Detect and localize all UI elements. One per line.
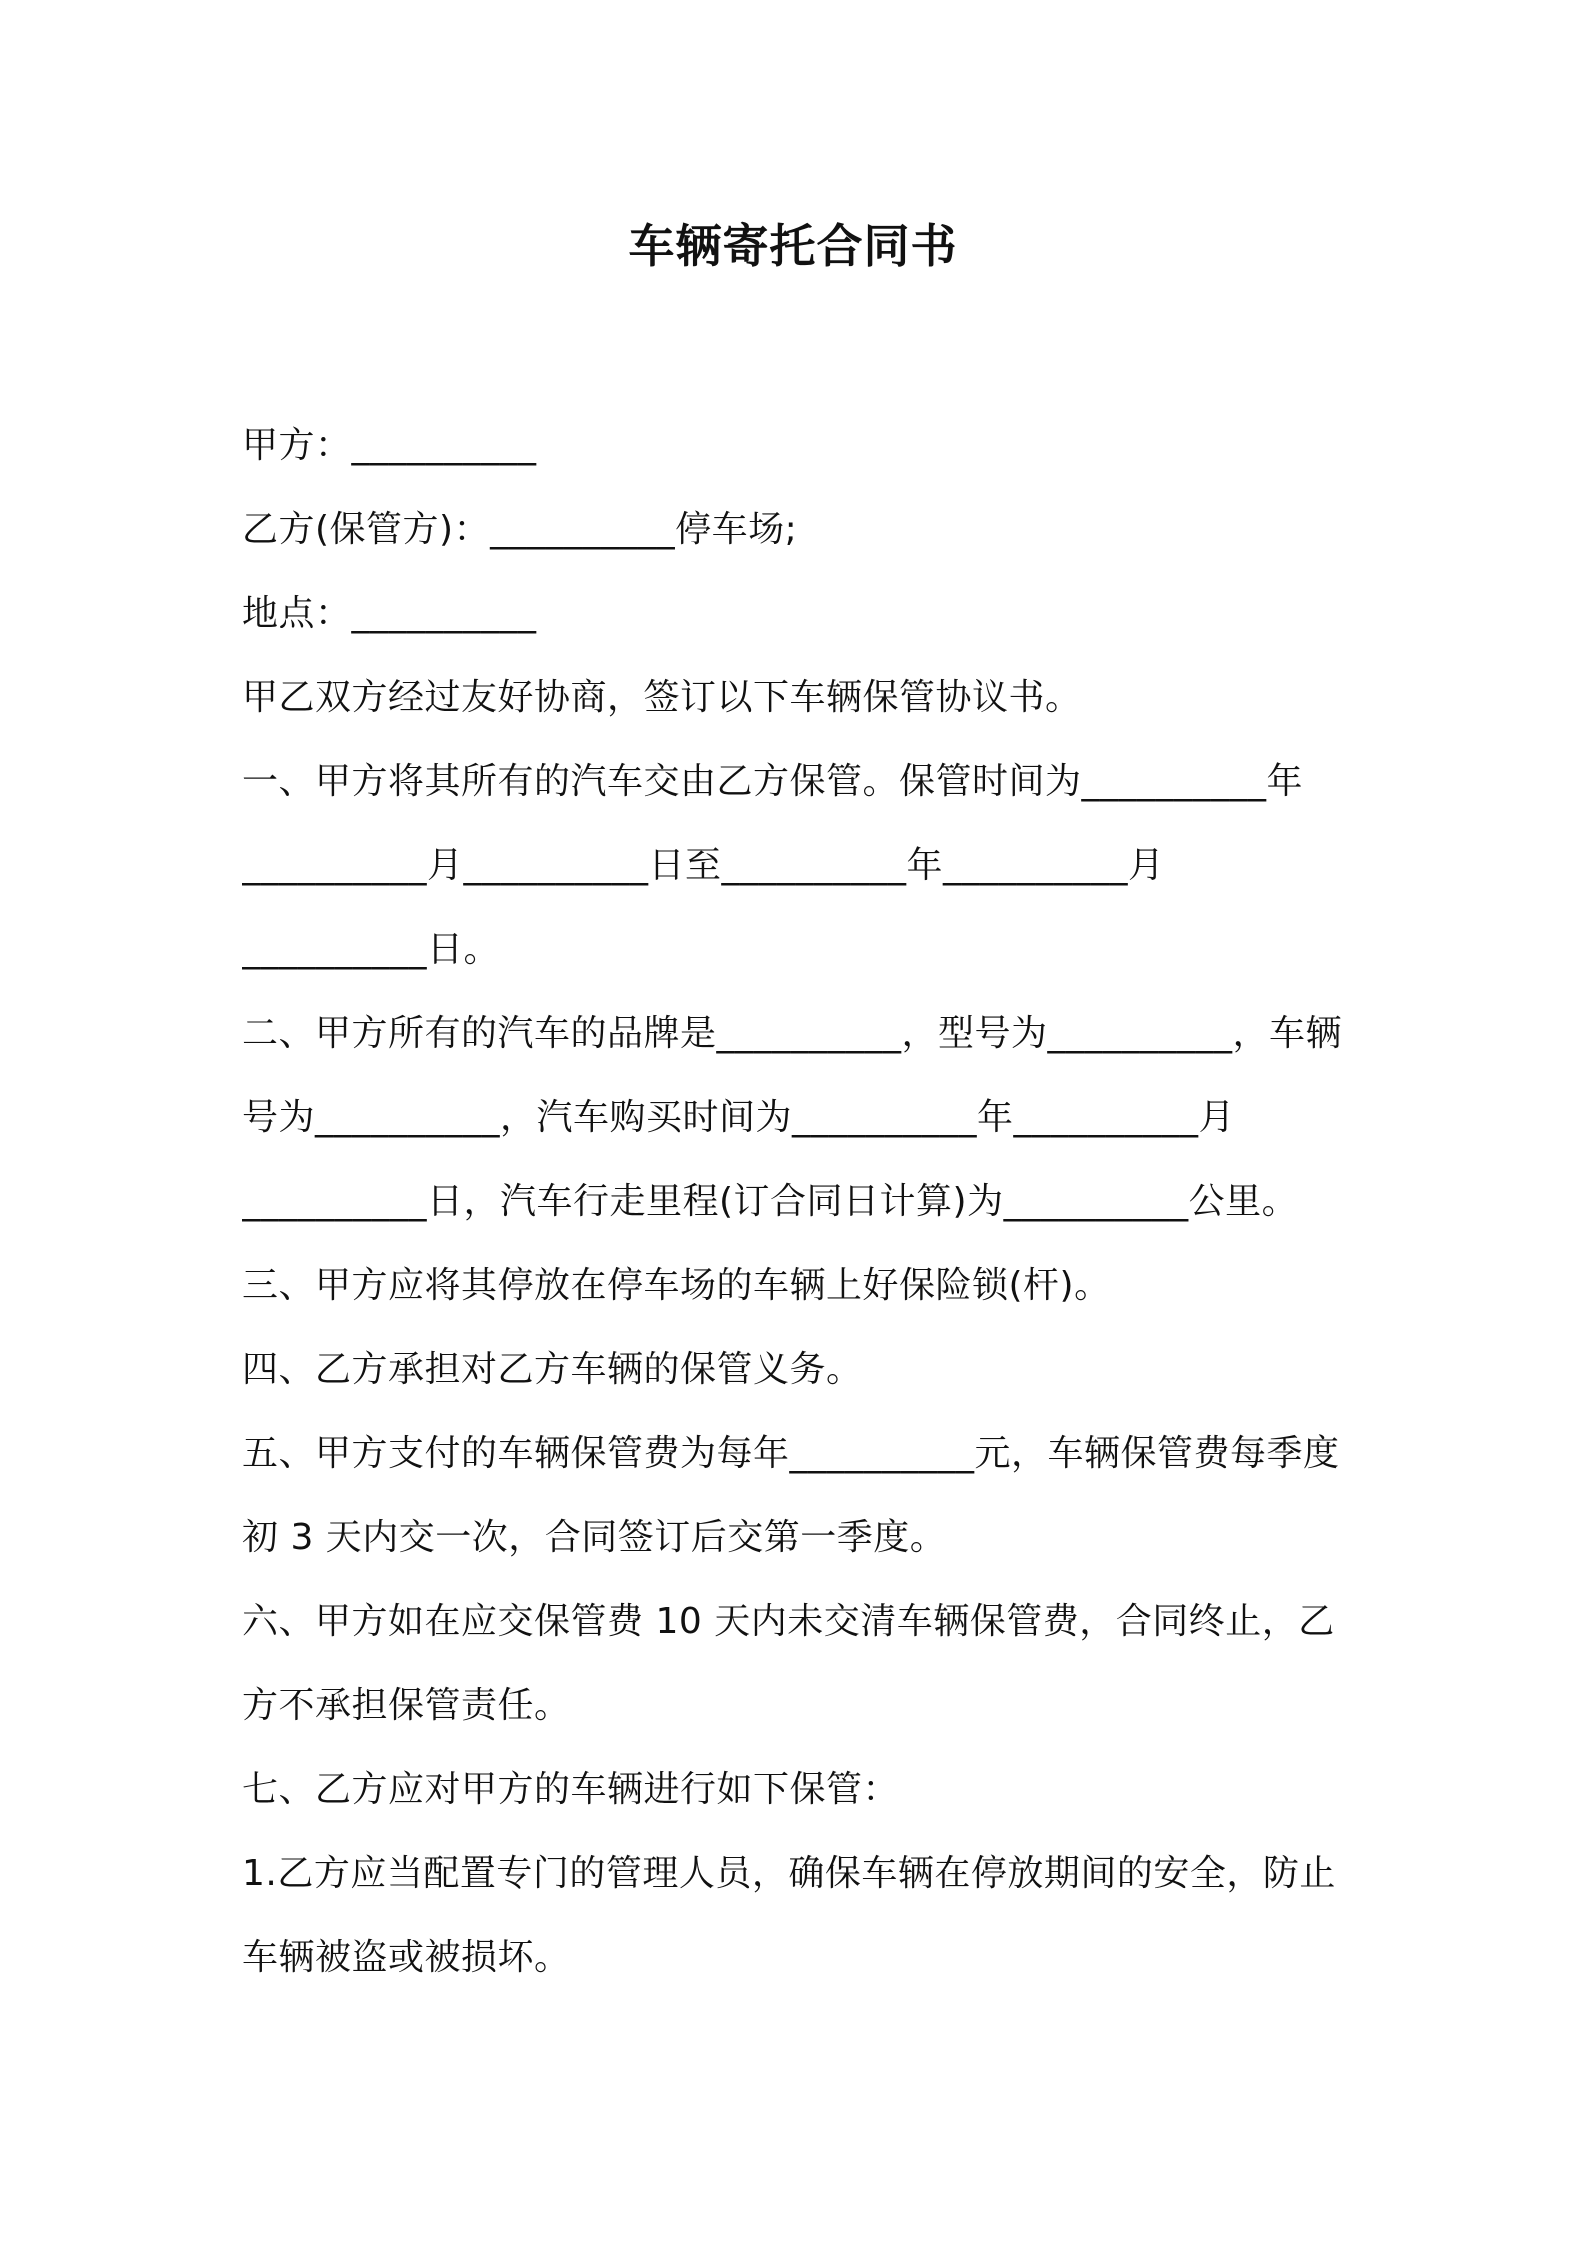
party-a-line: 甲方：__________ <box>242 425 537 466</box>
clause-5-line-2: 初 3 天内交一次，合同签订后交第一季度。 <box>242 1517 947 1558</box>
clause-2-line-3: __________日，汽车行走里程(订合同日计算)为__________公里。 <box>242 1181 1299 1222</box>
clause-1-line-2: __________月__________日至__________年__________月 <box>242 845 1165 886</box>
clause-2-line-1: 二、甲方所有的汽车的品牌是__________，型号为__________，车辆 <box>242 1013 1343 1054</box>
clause-7-heading: 七、乙方应对甲方的车辆进行如下保管： <box>242 1769 900 1810</box>
clause-1-line-3: __________日。 <box>242 929 501 970</box>
party-b-line: 乙方(保管方)：__________停车场; <box>242 509 798 550</box>
clause-1-line-1: 一、甲方将其所有的汽车交由乙方保管。保管时间为__________年 <box>242 761 1304 802</box>
clause-2-line-2: 号为__________，汽车购买时间为__________年__________月 <box>242 1097 1236 1138</box>
location-line: 地点：__________ <box>242 593 537 634</box>
clause-7-item-1-line-2: 车辆被盗或被损坏。 <box>242 1937 571 1978</box>
document-title: 车辆寄托合同书 <box>628 219 958 273</box>
clause-3-line: 三、甲方应将其停放在停车场的车辆上好保险锁(杆)。 <box>242 1265 1111 1306</box>
clause-5-line-1: 五、甲方支付的车辆保管费为每年__________元，车辆保管费每季度 <box>242 1433 1340 1474</box>
clause-7-item-1-line-1: 1.乙方应当配置专门的管理人员，确保车辆在停放期间的安全，防止 <box>242 1853 1336 1894</box>
clause-4-line: 四、乙方承担对乙方车辆的保管义务。 <box>242 1349 863 1390</box>
clause-6-line-1: 六、甲方如在应交保管费 10 天内未交清车辆保管费，合同终止，乙 <box>242 1601 1335 1642</box>
document-body <box>242 404 1354 2000</box>
clause-6-line-2: 方不承担保管责任。 <box>242 1685 571 1726</box>
agreement-intro-line: 甲乙双方经过友好协商，签订以下车辆保管协议书。 <box>242 677 1082 718</box>
